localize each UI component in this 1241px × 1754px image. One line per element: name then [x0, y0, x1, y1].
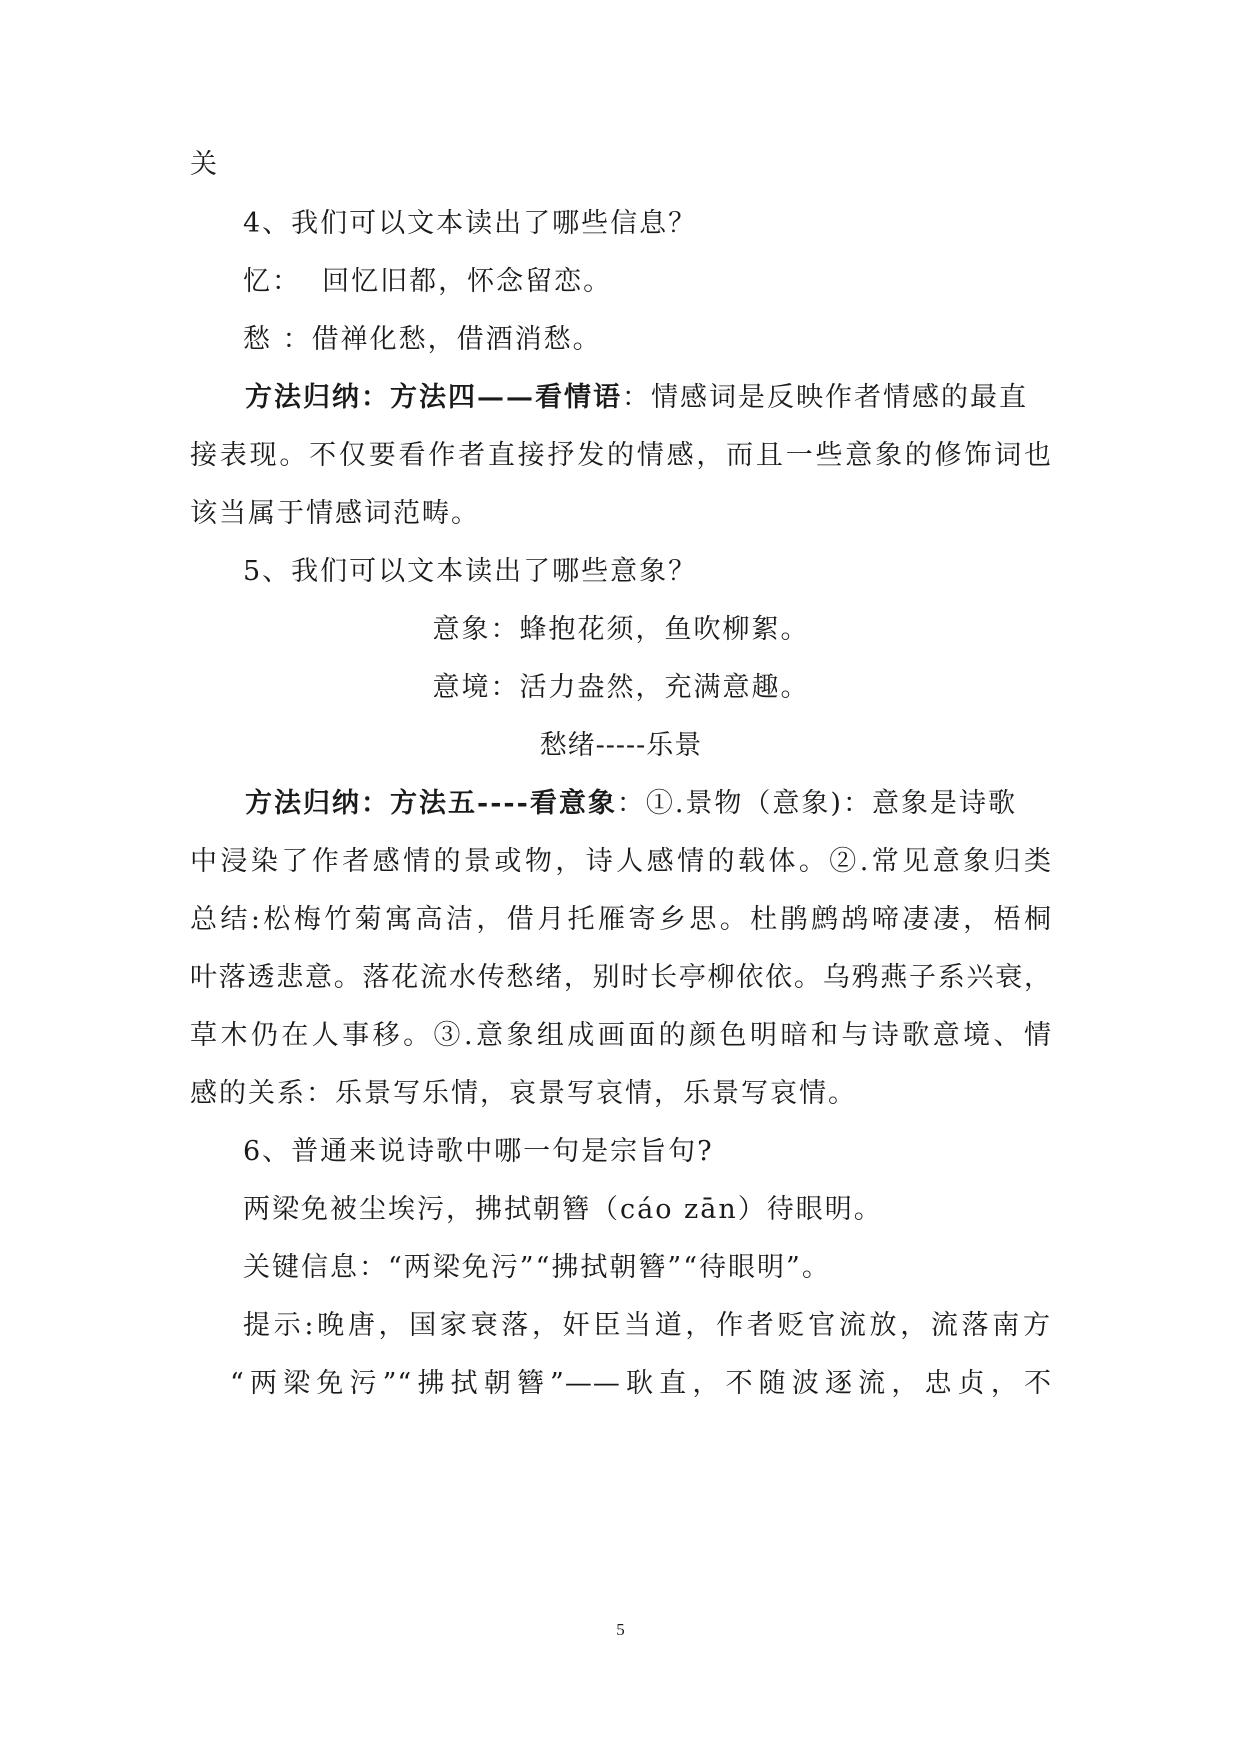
- method-5-line-4: 叶落透悲意。落花流水传愁绪，别时长亭柳依依。乌鸦燕子系兴衰，: [190, 962, 1052, 993]
- poem-line: 两梁免被尘埃污，拂拭朝簪（cáo zān）待眼明。: [243, 1194, 883, 1225]
- method-4-line-1: [245, 378, 1028, 418]
- method-5-heading: 方法归纳：方法五----看意象: [245, 788, 617, 819]
- text-line: 关: [190, 149, 219, 180]
- page-number: 5: [616, 1620, 625, 1639]
- hint-line-2: “两梁免污”“拂拭朝簪”——耿直，不随波逐流，忠贞，不: [230, 1368, 1052, 1399]
- method-5-line-6: 感的关系：乐景写乐情，哀景写哀情，乐景写哀情。: [190, 1078, 857, 1109]
- question-5: 5、我们可以文本读出了哪些意象？: [243, 556, 698, 587]
- method-4-line-2: 接表现。不仅要看作者直接抒发的情感，而且一些意象的修饰词也: [190, 440, 1052, 471]
- answer-chou: 愁 ：借禅化愁，借酒消愁。: [243, 324, 602, 355]
- method-4-line-3: 该当属于情感词范畴。: [190, 498, 480, 529]
- hint-line: 提示:晚唐，国家衰落，奸臣当道，作者贬官流放，流落南方: [243, 1310, 1051, 1341]
- imagery-line: 意象：蜂抱花须，鱼吹柳絮。: [432, 614, 810, 645]
- mood-line: 意境：活力盎然，充满意趣。: [432, 672, 810, 703]
- method-5-text: ：①.景物（意象)：意象是诗歌: [616, 788, 1017, 819]
- contrast-line: 愁绪-----乐景: [539, 730, 703, 761]
- method-5-line-1: [245, 784, 1017, 824]
- question-4: 4、我们可以文本读出了哪些信息？: [243, 208, 698, 239]
- method-5-line-2: 中浸染了作者感情的景或物，诗人感情的载体。②.常见意象归类: [190, 846, 1052, 877]
- method-5-line-5: 草木仍在人事移。③.意象组成画面的颜色明暗和与诗歌意境、情: [190, 1020, 1052, 1051]
- method-4-text: ：情感词是反映作者情感的最直: [622, 382, 1028, 413]
- question-6: 6、普通来说诗歌中哪一句是宗旨句?: [243, 1136, 714, 1167]
- answer-yi: 忆： 回忆旧都，怀念留恋。: [243, 266, 613, 297]
- method-4-heading: 方法归纳：方法四——看情语: [245, 382, 622, 413]
- key-info-line: 关键信息：“两梁免污”“拂拭朝簪”“待眼明”。: [243, 1252, 831, 1283]
- method-5-line-3: 总结:松梅竹菊寓高洁，借月托雁寄乡思。杜鹃鹧鸪啼凄凄，梧桐: [190, 904, 1052, 935]
